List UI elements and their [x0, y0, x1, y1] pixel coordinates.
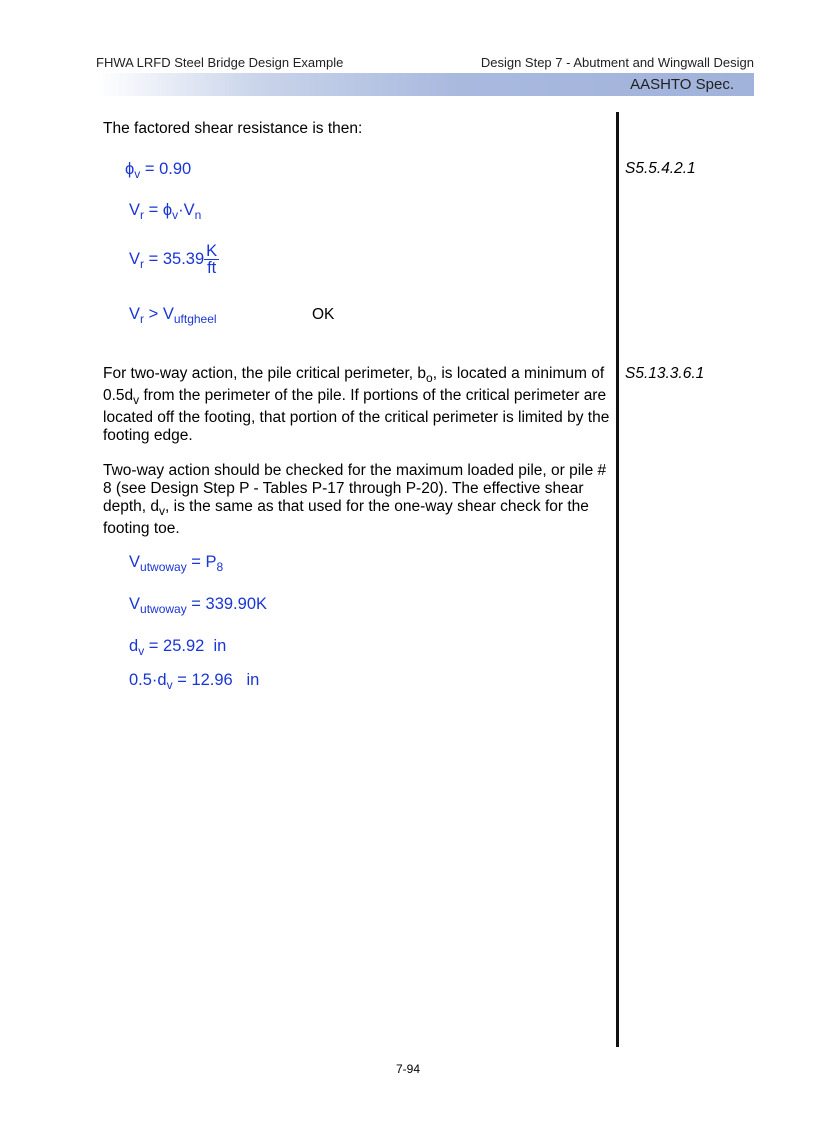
eq6-op: = — [191, 595, 201, 613]
eq7-value: 25.92 — [163, 637, 205, 655]
intro-text: The factored shear resistance is then: — [103, 120, 363, 137]
para1-sub1: o — [426, 371, 433, 385]
column-divider — [616, 112, 619, 1047]
two-way-action-paragraph — [103, 365, 613, 445]
eq7-lhs-sub: v — [138, 644, 145, 658]
eq6-lhs-sub: utwoway — [140, 602, 187, 616]
eq8-value: 12.96 — [191, 671, 233, 689]
eq7-op: = — [148, 637, 159, 655]
spec-reference-1: S5.5.4.2.1 — [625, 160, 696, 177]
eq8-lhs: 0.5·d — [129, 671, 167, 689]
eq8-lhs-sub: v — [166, 678, 173, 692]
para1-after: from the perimeter of the pile. If portions of the critical perimeter are located off the footing, that portion of the critical perimeter is limited by the footing edge. — [103, 387, 610, 444]
eq8-unit: in — [246, 671, 260, 689]
max-loaded-pile-paragraph — [103, 462, 613, 538]
eq5-lhs: V — [129, 553, 141, 571]
eq7-lhs: d — [129, 637, 139, 655]
eq3-op: = — [148, 249, 159, 268]
eq6-lhs: V — [129, 595, 141, 613]
equation-half-dv-value — [129, 671, 259, 692]
eq5-rhs-sub: 8 — [216, 560, 224, 574]
eq1-value: 0.90 — [159, 160, 192, 178]
eq2-dot: · — [178, 201, 184, 219]
eq4-lhs: V — [129, 305, 141, 323]
equation-vr-definition — [129, 201, 201, 222]
eq3-unit-den: ft — [207, 259, 217, 277]
eq2-phi: ϕ — [162, 201, 173, 219]
para1-middle: , is located a minimum of 0.5d — [103, 365, 605, 404]
para1-sub2: v — [133, 393, 140, 407]
para2-after: , is the same as that used for the one-way shear check for the footing toe. — [103, 498, 589, 537]
eq2-rhs-sub: n — [194, 208, 202, 222]
eq6-unit: K — [256, 595, 268, 613]
spec-reference-2: S5.13.3.6.1 — [625, 365, 705, 382]
eq4-lhs-sub: r — [140, 312, 145, 326]
para2-before: Two-way action should be checked for the maximum loaded pile, or pile # 8 (see Design Step P - Tables P-17 through P-20). The effective shear depth, d — [103, 462, 607, 515]
equation-vutwoway-definition — [129, 553, 223, 574]
eq2-lhs: V — [129, 201, 141, 219]
spec-column-label: AASHTO Spec. — [630, 76, 734, 93]
para2-sub: v — [159, 504, 166, 518]
eq4-rhs: V — [162, 305, 174, 323]
header-left-title: FHWA LRFD Steel Bridge Design Example — [96, 55, 344, 70]
equation-vr-check — [129, 305, 217, 326]
eq5-rhs: P — [205, 553, 217, 571]
eq1-phi-sub: v — [134, 167, 141, 181]
check-status-ok: OK — [312, 306, 335, 323]
eq2-op: = — [148, 201, 159, 219]
eq3-unit-fraction — [204, 243, 219, 276]
eq3-unit-num: K — [206, 242, 218, 260]
eq3-lhs-sub: r — [140, 256, 145, 271]
eq7-unit: in — [213, 637, 227, 655]
eq5-lhs-sub: utwoway — [140, 560, 187, 574]
eq2-lhs-sub: r — [140, 208, 145, 222]
eq1-op: = — [144, 160, 155, 178]
eq8-op: = — [177, 671, 187, 689]
page-number: 7-94 — [395, 1062, 421, 1076]
eq4-rhs-sub: uftgheel — [173, 312, 217, 326]
eq5-op: = — [191, 553, 201, 571]
eq1-phi: ϕ — [125, 160, 135, 178]
spec-header-band — [96, 73, 754, 96]
eq3-lhs: V — [129, 249, 141, 268]
para1-before: For two-way action, the pile critical perimeter, b — [103, 365, 427, 382]
header-right-title: Design Step 7 - Abutment and Wingwall Design — [480, 55, 754, 70]
eq2-rhs: V — [183, 201, 195, 219]
equation-phi-v — [125, 160, 191, 181]
eq6-value: 339.90 — [205, 595, 256, 613]
eq3-value: 35.39 — [162, 249, 205, 268]
equation-vr-value — [129, 243, 219, 276]
eq2-phi-sub: v — [172, 208, 179, 222]
equation-dv-value — [129, 637, 226, 658]
equation-vutwoway-value — [129, 595, 267, 616]
eq4-op: > — [148, 305, 159, 323]
